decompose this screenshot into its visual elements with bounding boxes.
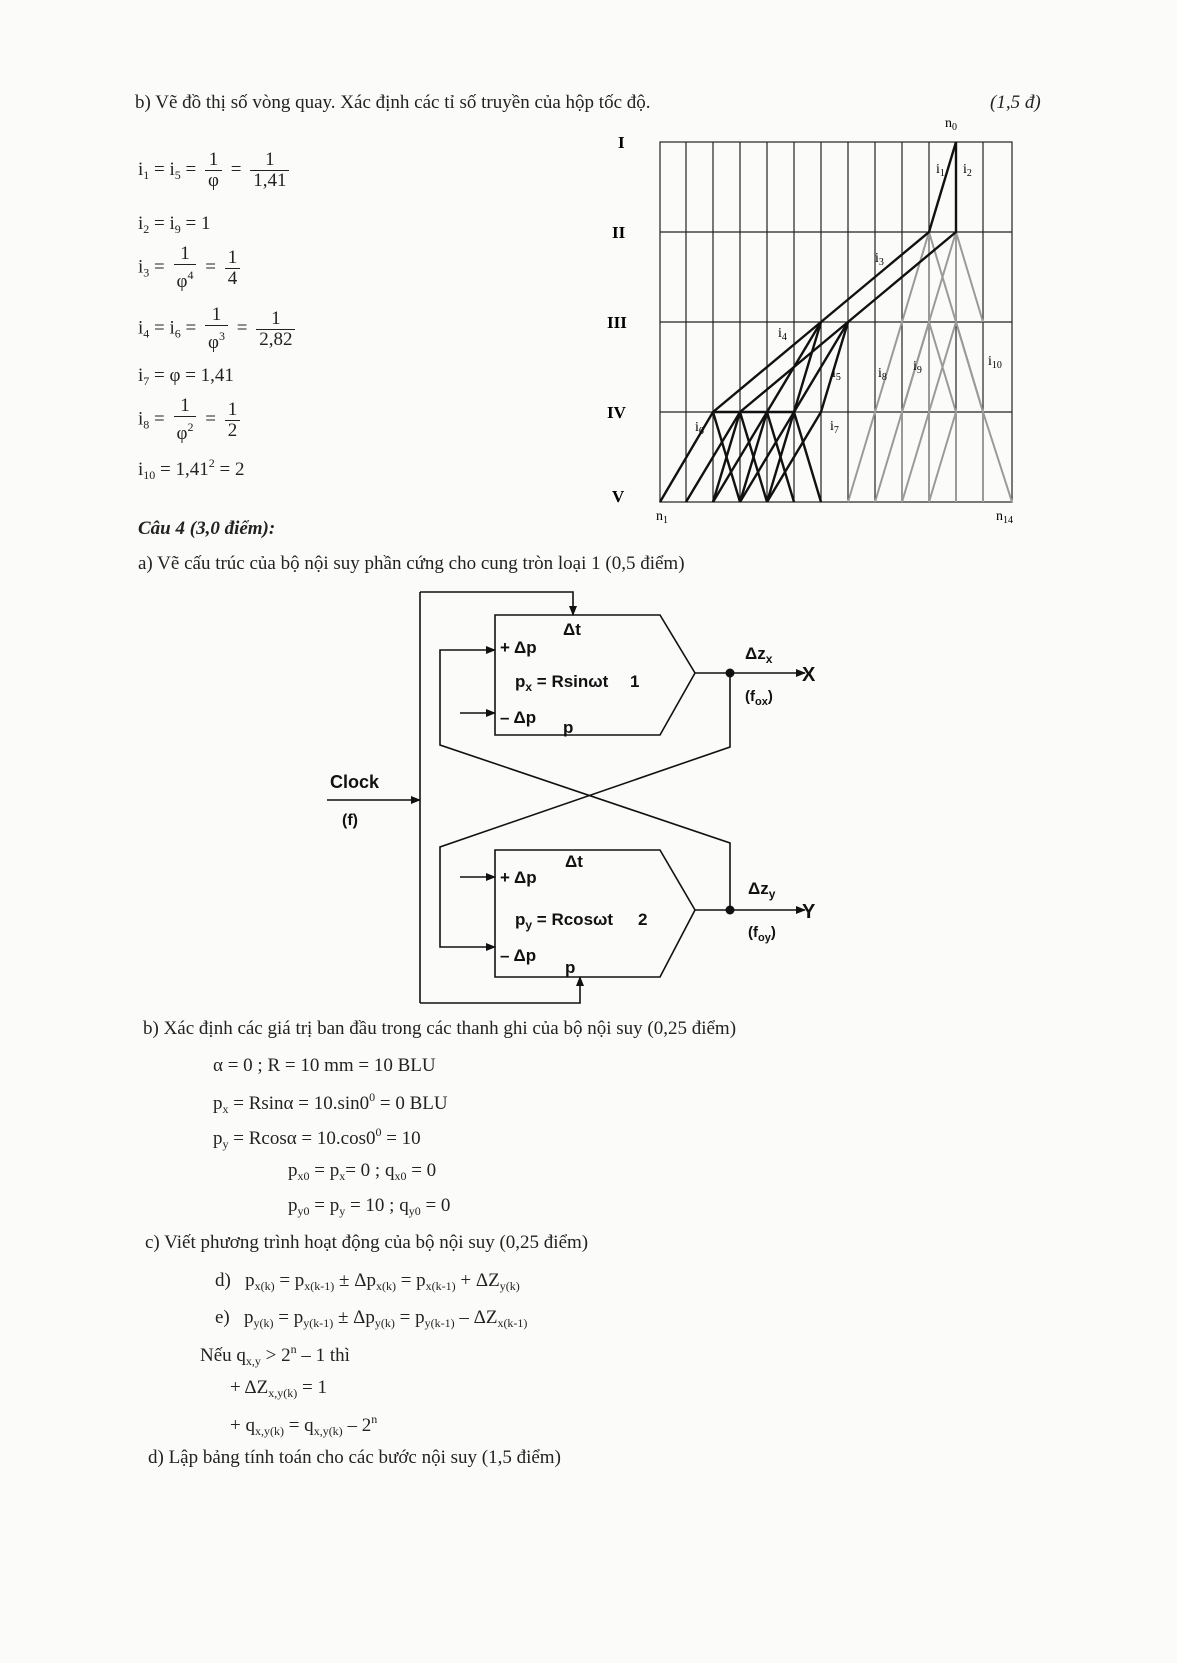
unit-1-p: p: [563, 718, 574, 737]
chart-label-i1: $i_1$: [936, 162, 945, 179]
chart-label-i9: $i_9$: [913, 359, 922, 376]
init-line-1: α = 0 ; R = 10 mm = 10 BLU: [213, 1055, 436, 1076]
ratio-eq-3: $i_3$ = $\frac{1}{\varphi^4}$ = $\frac{1}{4}$: [138, 244, 244, 292]
part-d-heading: d) Lập bảng tính toán cho các bước nội suy (1,5 điểm): [148, 1447, 561, 1468]
shaft-label-4: IV: [607, 403, 626, 422]
clock-f-label: (f): [342, 812, 358, 829]
ratio-eq-6: $i_8$ = $\frac{1}{\varphi^2}$ = $\frac{1}{2}$: [138, 396, 244, 444]
unit-1-number: 1: [630, 672, 640, 691]
ratio-eq-2: $i_2 = i_9 = 1$: [138, 213, 211, 236]
unit-1-equation: $p_x = Rsin\omega t$: [515, 672, 609, 694]
shaft-label-3: III: [607, 313, 627, 332]
shaft-label-5: V: [612, 487, 625, 506]
unit-2-equation: $p_y = Rcos\omega t$: [515, 910, 614, 932]
dz-x-label: $\Delta z_x$: [745, 644, 773, 666]
n14-label: $n_{14}$: [996, 509, 1013, 526]
part-c-heading: c) Viết phương trình hoạt động của bộ nội suy (0,25 điểm): [145, 1232, 589, 1253]
x-junction: [726, 669, 735, 678]
question-4-title: Câu 4 (3,0 điểm):: [138, 518, 276, 539]
chart-label-i6: $i_6$: [695, 420, 704, 437]
ratio-eq-1: $i_1 = i_5$ = $\frac{1}{\varphi}$ = $\frac{1}{1,41}$: [138, 150, 293, 191]
overflow-condition: Nếu $q_{x,y} > 2^n - 1$ thì: [200, 1342, 350, 1368]
init-line-2: $p_x = Rsin\alpha = 10.\sin 0^0 = 0$ BLU: [213, 1090, 448, 1116]
interpolator-block-diagram: [320, 585, 840, 1010]
chart-label-i4: $i_4$: [778, 326, 787, 343]
overflow-rule-1: + $\Delta Z_{x,y(k)} = 1$: [230, 1377, 327, 1400]
shaft-label-1: I: [618, 133, 625, 152]
chart-label-i10: $i_{10}$: [988, 354, 1002, 371]
speed-chart: [607, 115, 1020, 526]
clock-label: Clock: [330, 772, 380, 792]
init-line-3: $p_y = Rcos\alpha = 10.\cos 0^0 = 10$: [213, 1125, 421, 1151]
chart-label-i5: $i_5$: [832, 366, 841, 383]
x-axis-label: X: [802, 664, 816, 686]
unit-2-p: p: [565, 958, 576, 977]
ratio-eq-7: $i_{10} = 1,41^2 = 2$: [138, 456, 245, 482]
unit-2-minus: – Δp: [500, 946, 537, 965]
init-line-4: $p_{x0} = p_x= 0$ ; $q_{x0} = 0$: [288, 1160, 437, 1183]
ratio-eq-5: $i_7 = \varphi = 1,41$: [138, 365, 234, 388]
ratio-eq-4: $i_4 = i_6$ = $\frac{1}{\varphi^3}$ = $\frac{1}{2,82}$: [138, 305, 299, 353]
unit-2-plus: + Δp: [500, 868, 537, 887]
equation-d: d) $p_{x(k)} = p_{x(k-1)} \pm \Delta p_{x(k)} = p_{x(k-1)} + \Delta Z_{y(k)}$: [215, 1270, 520, 1293]
equation-e: e) $p_{y(k)} = p_{y(k-1)} \pm \Delta p_{y(k)} = p_{y(k-1)} - \Delta Z_{x(k-1)}$: [215, 1307, 528, 1330]
chart-label-i2: $i_2$: [963, 162, 972, 179]
unit-2-number: 2: [638, 910, 648, 929]
unit-1-dt: Δt: [563, 620, 581, 639]
y-axis-label: Y: [802, 901, 816, 923]
question-4a-heading: a) Vẽ cấu trúc của bộ nội suy phần cứng cho cung tròn loại 1 (0,5 điểm): [138, 553, 685, 574]
f-ox-label: $(f_{ox})$: [745, 688, 773, 708]
init-line-5: $p_{y0} = p_y = 10$ ; $q_{y0} = 0$: [288, 1195, 451, 1218]
part-b-score: (1,5 đ): [990, 92, 1041, 113]
chart-label-i3: $i_3$: [875, 251, 884, 268]
y-junction: [726, 906, 735, 915]
unit-1-minus: – Δp: [500, 708, 537, 727]
f-oy-label: $(f_{oy})$: [748, 924, 776, 944]
shaft-label-2: II: [612, 223, 626, 242]
n1-label: $n_1$: [656, 509, 668, 526]
overflow-rule-2: + $q_{x,y(k)} = q_{x,y(k)} - 2^n$: [230, 1412, 378, 1438]
dz-y-label: $\Delta z_y$: [748, 879, 776, 901]
speed-chart-grid: [660, 142, 1012, 502]
unit-2-dt: Δt: [565, 852, 583, 871]
n0-label: $n_0$: [945, 116, 957, 133]
part-b-heading: b) Vẽ đồ thị số vòng quay. Xác định các tỉ số truyền của hộp tốc độ.: [135, 92, 651, 113]
chart-label-i8: $i_8$: [878, 366, 887, 383]
unit-1-plus: + Δp: [500, 638, 537, 657]
chart-label-i7: $i_7$: [830, 419, 839, 436]
part-b2-heading: b) Xác định các giá trị ban đầu trong các thanh ghi của bộ nội suy (0,25 điểm): [143, 1018, 737, 1039]
